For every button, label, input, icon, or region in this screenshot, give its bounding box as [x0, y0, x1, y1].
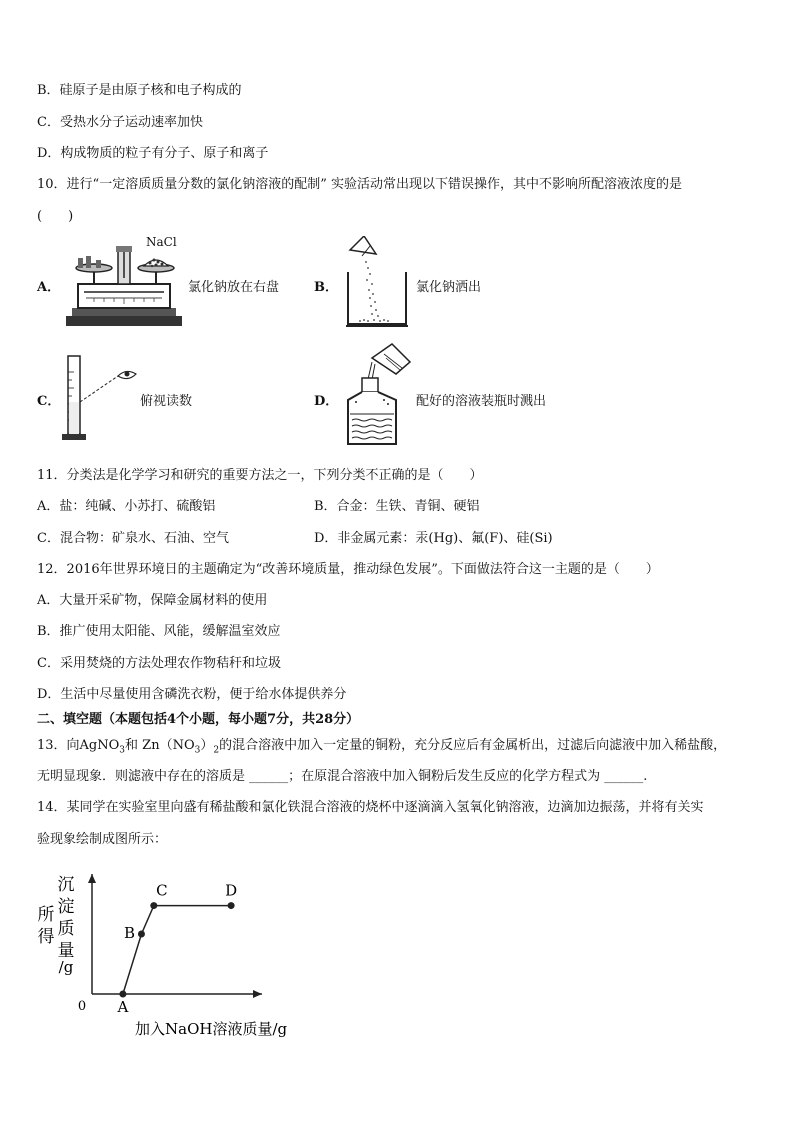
q13-rest: 的混合溶液中加入一定量的铜粉，充分反应后有金属析出，过滤后向滤液中加入稀盐酸，: [219, 738, 727, 753]
chart-points: [116, 882, 237, 1016]
point-label-A: A: [117, 998, 129, 1016]
ylabel-char: 得: [37, 927, 55, 947]
q11-option-d: D．非金属元素：汞(Hg)、氟(F)、硅(Si): [314, 531, 553, 546]
q11-option-c: C．混合物：矿泉水、石油、空气: [37, 531, 229, 546]
q12-option-c: C．采用焚烧的方法处理农作物秸秆和垃圾: [37, 656, 281, 671]
point-C: [150, 902, 157, 909]
q9-option-b: B．硅原子是由原子核和电子构成的: [37, 83, 242, 98]
q9-option-c: C．受热水分子运动速率加快: [37, 115, 203, 130]
ylabel-char: 质: [57, 919, 75, 939]
q14-line-1: 14．某同学在实验室里向盛有稀盐酸和氯化铁混合溶液的烧杯中逐滴滴入氢氧化钠溶液，边滴加边振荡，并将有关实: [37, 800, 704, 815]
q13-agno: AgNO: [79, 738, 120, 753]
q11-option-a: A．盐：纯碱、小苏打、硫酸铝: [37, 499, 216, 514]
q13-line-2: 无明显现象．则滤液中存在的溶质是 ______；在原混合溶液中加入铜粉后发生反应的化学方程式为 ______.: [37, 769, 648, 784]
q10-option-b-letter: B．: [314, 280, 338, 295]
q13-sub-3b: 3: [194, 745, 201, 756]
q13-and-zn: 和 Zn（NO: [125, 738, 195, 753]
graduated-cylinder-eye-icon: [62, 352, 142, 444]
ylabel-char: 沉: [57, 875, 75, 895]
q10-option-d-letter: D．: [314, 394, 339, 409]
q10-option-c-caption: 俯视读数: [140, 394, 193, 409]
q12-option-b: B．推广使用太阳能、风能，缓解温室效应: [37, 624, 281, 639]
point-D: [228, 902, 235, 909]
q10-answer-paren: ( ): [37, 209, 74, 224]
bottle-pour-icon: [340, 340, 412, 448]
x-axis-label: 加入NaOH溶液质量/g: [135, 1020, 288, 1038]
nacl-label: NaCl: [146, 235, 177, 249]
q13-close: ）: [200, 738, 214, 753]
chart-axes: [78, 874, 288, 1038]
chart-ylabel: [38, 875, 75, 976]
x-axis-arrow: [253, 990, 262, 998]
q10-stem: 10．进行“一定溶质质量分数的氯化钠溶液的配制” 实验活动常出现以下错误操作，其中不影响所配溶液浓度的是: [37, 177, 682, 192]
balance-scale-icon: [64, 232, 186, 328]
q10-option-d-caption: 配好的溶液装瓶时溅出: [416, 394, 547, 409]
q9-option-d: D．构成物质的粒子有分子、原子和离子: [37, 146, 269, 161]
ylabel-char: 所: [37, 905, 55, 925]
point-A: [119, 991, 126, 998]
q10-option-c-letter: C．: [37, 394, 61, 409]
q11-option-b: B．合金：生铁、青铜、硬铝: [314, 499, 480, 514]
point-label-C: C: [156, 881, 168, 900]
y-axis-arrow: [88, 874, 96, 883]
point-label-B: B: [123, 924, 135, 942]
section-2-heading: 二、填空题（本题包括4个小题，每小题7分，共28分）: [37, 712, 360, 727]
q10-option-a-letter: A．: [37, 280, 61, 295]
ylabel-char: 量: [57, 941, 75, 961]
q11-stem: 11．分类法是化学学习和研究的重要方法之一，下列分类不正确的是（ ）: [37, 468, 483, 483]
q12-stem: 12．2016年世界环境日的主题确定为“改善环境质量，推动绿色发展”。下面做法符合这一主题的是（ ）: [37, 562, 659, 577]
q13-sub-3: 3: [119, 745, 126, 756]
q10-option-a-caption: 氯化钠放在右盘: [188, 280, 280, 295]
point-B: [138, 931, 145, 938]
point-label-D: D: [225, 881, 238, 900]
q13-num: 13．向: [37, 738, 80, 753]
q13-line-1: [37, 737, 726, 760]
beaker-spill-icon: [342, 236, 412, 328]
ylabel-unit: /g: [58, 958, 74, 976]
q10-option-b-caption: 氯化钠洒出: [416, 280, 482, 295]
chart-series: [123, 906, 231, 994]
q12-option-d: D．生活中尽量使用含磷洗衣粉，便于给水体提供养分: [37, 687, 347, 702]
q12-option-a: A．大量开采矿物，保障金属材料的使用: [37, 593, 268, 608]
precipitate-mass-chart: [30, 866, 300, 1046]
q14-line-2: 验现象绘制成图所示：: [37, 832, 168, 847]
ylabel-char: 淀: [57, 897, 75, 917]
origin-label: 0: [77, 999, 87, 1014]
q13-sub-2: 2: [213, 745, 220, 756]
series-line: [123, 906, 231, 994]
